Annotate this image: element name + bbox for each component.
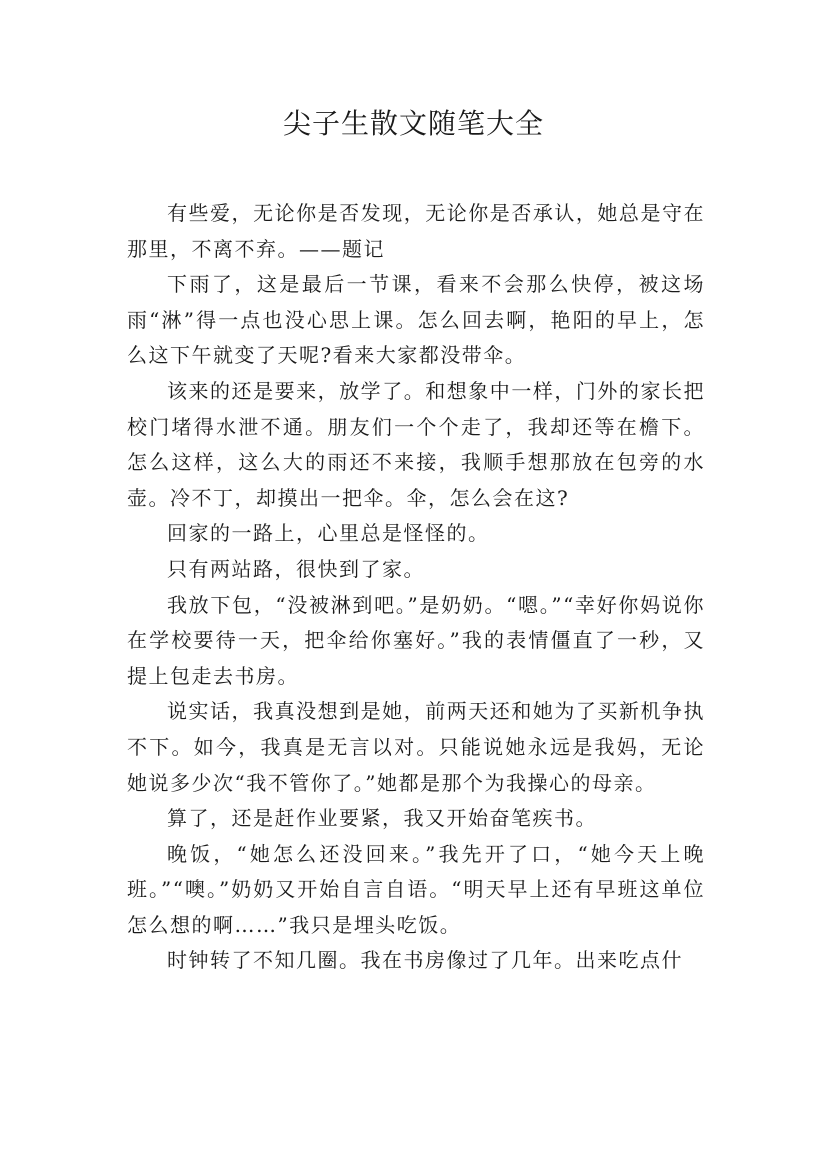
paragraph: 说实话，我真没想到是她，前两天还和她为了买新机争执不下。如今，我真是无言以对。只能说她永远是我妈，无论她说多少次“我不管你了。”她都是那个为我操心的母亲。	[127, 699, 705, 795]
paragraph: 我放下包，“没被淋到吧。”是奶奶。“嗯。”“幸好你妈说你在学校要待一天，把伞给你塞好。”我的表情僵直了一秒，又提上包走去书房。	[127, 592, 705, 688]
paragraph: 晚饭，“她怎么还没回来。”我先开了口，“她今天上晚班。”“噢。”奶奶又开始自言自语。“明天早上还有早班这单位怎么想的啊……”我只是埋头吃饭。	[127, 841, 705, 937]
paragraph: 该来的还是要来，放学了。和想象中一样，门外的家长把校门堵得水泄不通。朋友们一个个走了，我却还等在檐下。怎么这样，这么大的雨还不来接，我顺手想那放在包旁的水壶。冷不丁，却摸出一把伞。伞，怎么会在这?	[127, 378, 705, 510]
paragraph: 只有两站路，很快到了家。	[167, 556, 425, 581]
paragraph: 时钟转了不知几圈。我在书房像过了几年。出来吃点什	[167, 948, 683, 973]
paragraph: 回家的一路上，心里总是怪怪的。	[167, 521, 490, 546]
document-title: 尖子生散文随笔大全	[282, 107, 544, 140]
paragraph-epigraph: 有些爱，无论你是否发现，无论你是否承认，她总是守在那里，不离不弃。——题记	[127, 201, 705, 261]
paragraph: 下雨了，这是最后一节课，看来不会那么快停，被这场雨“淋”得一点也没心思上课。怎么回去啊，艳阳的早上，怎么这下午就变了天呢?看来大家都没带伞。	[127, 272, 705, 368]
paragraph: 算了，还是赶作业要紧，我又开始奋笔疾书。	[167, 806, 597, 831]
document-body	[127, 196, 705, 979]
